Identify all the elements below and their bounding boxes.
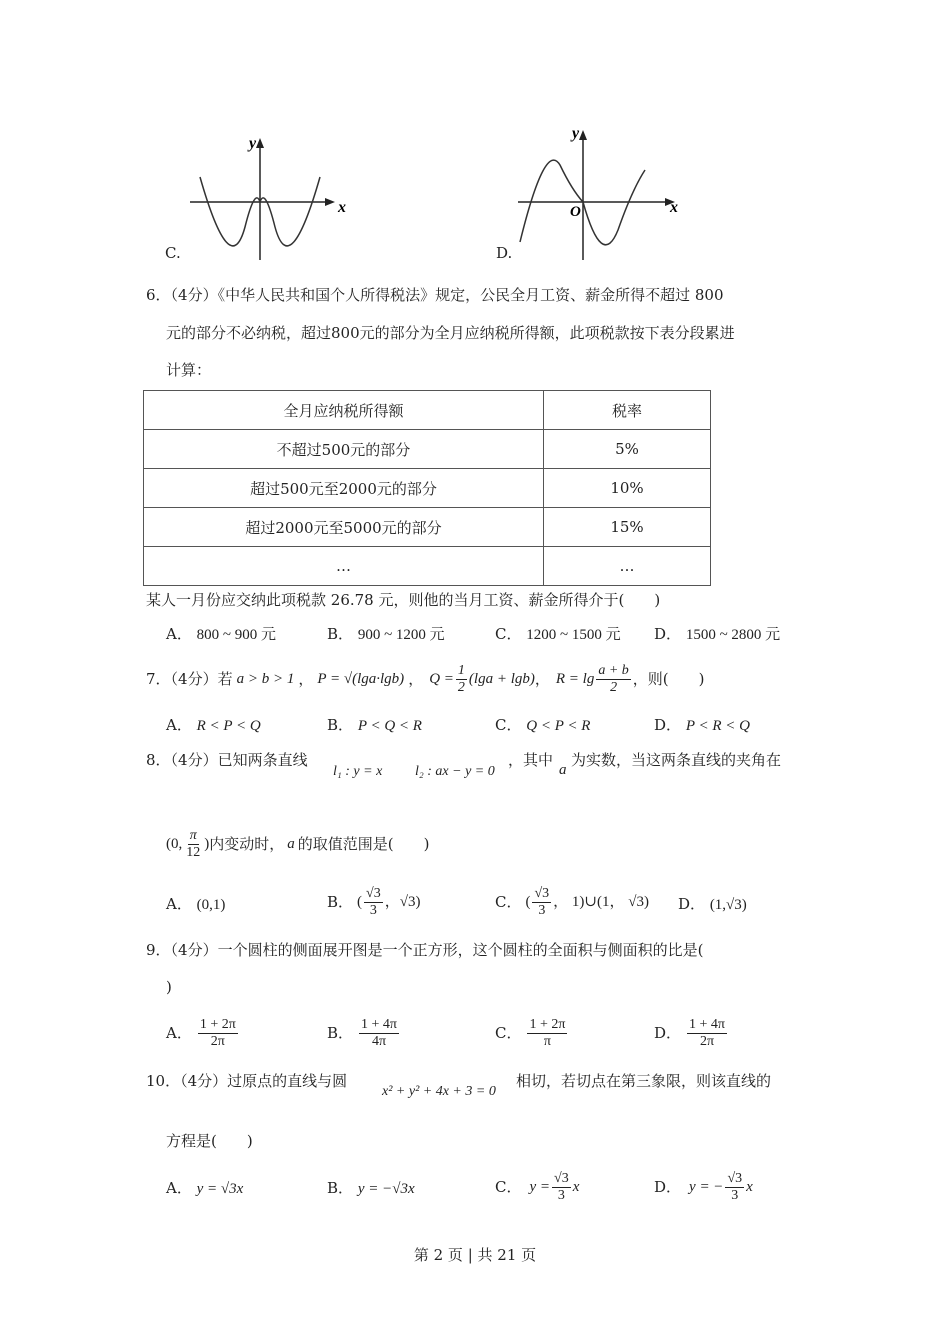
option-fraction — [552, 1171, 571, 1204]
q8-option-d[interactable] — [678, 894, 747, 915]
q10-end: 相切，若切点在第三象限，则该直线的 — [516, 1072, 772, 1090]
option-label: A． — [166, 1024, 192, 1042]
graph-c-y-label: y — [249, 135, 257, 152]
option-label: A． — [166, 625, 192, 643]
option-fraction — [527, 1017, 567, 1050]
fraction-numerator: √3 — [554, 1170, 569, 1186]
table-cell: 超过2000元至5000元的部分 — [144, 508, 544, 547]
q9-option-b[interactable] — [327, 1012, 401, 1054]
option-fraction — [687, 1017, 727, 1050]
table-header-cell: 全月应纳税所得额 — [144, 391, 544, 430]
q6-option-d[interactable] — [654, 624, 780, 645]
q8-option-b[interactable] — [327, 882, 420, 922]
table-cell: 不超过500元的部分 — [144, 430, 544, 469]
q7-option-a[interactable] — [166, 715, 261, 736]
q10-option-d[interactable] — [654, 1166, 753, 1208]
graph-c — [185, 132, 345, 262]
fraction-denominator: 2π — [210, 1033, 225, 1049]
q10-option-c[interactable] — [495, 1166, 579, 1208]
option-label: D． — [654, 716, 682, 734]
option-text: R < P < Q — [196, 718, 261, 734]
option-label: D． — [678, 895, 706, 913]
option-label: B． — [327, 625, 354, 643]
q6-option-a[interactable] — [166, 624, 276, 645]
option-pre: y = — [529, 1179, 551, 1195]
option-label: A． — [166, 1179, 192, 1197]
table-cell: … — [144, 547, 544, 586]
q6-after: 某人一月份应交纳此项税款 26.78 元，则他的当月工资、薪金所得介于( ) — [146, 591, 661, 609]
fraction-numerator: 1 + 4π — [361, 1016, 397, 1032]
q8-line2-end: 的取值范围是( ) — [297, 835, 430, 853]
q6-line1: 6．（4分）《中华人民共和国个人所得税法》规定，公民全月工资、薪金所得不超过 800 — [146, 286, 724, 304]
fraction-numerator: √3 — [366, 885, 381, 901]
q10-equation: x² + y² + 4x + 3 = 0 — [382, 1084, 496, 1099]
fraction-denominator: 2π — [699, 1033, 715, 1049]
graph-d-label: D. — [496, 244, 513, 262]
tax-table — [143, 390, 711, 586]
q7-option-c[interactable] — [495, 715, 590, 736]
option-label: C． — [495, 1178, 522, 1196]
option-label: D． — [654, 1178, 682, 1196]
option-label: C． — [495, 716, 522, 734]
fraction-numerator: √3 — [727, 1170, 743, 1186]
option-label: B． — [327, 1179, 354, 1197]
q10-line2: 方程是( ) — [166, 1132, 253, 1150]
q9-option-a[interactable] — [166, 1012, 240, 1054]
graph-c-x-label: x — [338, 199, 346, 216]
q7-stem: 7．（4分）若 a > b > 1 ， P = √(lga·lgb) ， Q = $\frac{1}{2}$ (lga + lgb) ， R = lg $\frac{a + b}{2}$ ，则( ) — [146, 662, 705, 695]
table-row — [144, 508, 711, 547]
q8-range-fraction — [184, 828, 202, 861]
table-header-row — [144, 391, 711, 430]
q9-line2: ) — [166, 978, 172, 996]
q8-end: 为实数，当这两条直线的夹角在 — [571, 751, 782, 769]
option-fraction — [725, 1171, 744, 1204]
fraction-denominator: 2 — [610, 679, 618, 695]
table-header-cell: 税率 — [544, 391, 711, 430]
option-text: Q < P < R — [526, 718, 591, 734]
q8-range-pre: (0, — [166, 836, 183, 852]
option-pre: ( — [525, 894, 531, 910]
option-label: A． — [166, 716, 192, 734]
q8-range-post: ) — [204, 836, 210, 852]
option-label: C． — [495, 625, 522, 643]
option-text: (1,√3) — [709, 897, 747, 913]
option-label: D． — [654, 625, 682, 643]
page-footer: 第 2 页 | 共 21 页 — [413, 1246, 537, 1264]
q8-a2: a — [287, 836, 295, 852]
fraction-numerator: 1 + 2π — [199, 1016, 236, 1032]
fraction-denominator: 3 — [731, 1187, 739, 1203]
graph-d — [510, 120, 690, 265]
q7-q-fraction — [456, 663, 467, 696]
option-text: P < R < Q — [685, 718, 750, 734]
table-cell: 超过500元至2000元的部分 — [144, 469, 544, 508]
option-label: B． — [327, 893, 354, 911]
q8-line2 — [166, 826, 429, 862]
table-cell: 10% — [544, 469, 711, 508]
table-cell: 15% — [544, 508, 711, 547]
q8-l1: l₁ : y = x — [333, 764, 383, 779]
q7-r-fraction — [596, 663, 630, 696]
q8-a: a — [559, 762, 567, 778]
q7-q-post: (lga + lgb) — [468, 671, 535, 687]
option-post: ， 1)∪(1， √3) — [553, 894, 649, 910]
fraction-denominator: π — [543, 1033, 551, 1049]
option-label: C． — [495, 893, 522, 911]
option-label: B． — [327, 716, 354, 734]
q9-option-c[interactable] — [495, 1012, 569, 1054]
option-pre: y = − — [689, 1179, 724, 1195]
option-text: 1500 ~ 2800 元 — [685, 627, 781, 643]
fraction-numerator: π — [189, 827, 197, 843]
option-fraction — [364, 886, 383, 919]
q10-option-b[interactable] — [327, 1178, 415, 1199]
fraction-numerator: 1 + 2π — [529, 1016, 566, 1032]
table-row — [144, 469, 711, 508]
option-text: 900 ~ 1200 元 — [357, 627, 445, 643]
q6-option-b[interactable] — [327, 624, 445, 645]
q7-option-b[interactable] — [327, 715, 422, 736]
option-fraction — [532, 886, 551, 919]
graph-d-x-label: x — [670, 199, 678, 216]
fraction-numerator: √3 — [534, 885, 550, 901]
option-pre: ( — [357, 894, 363, 910]
graph-d-y-label: y — [572, 125, 580, 142]
table-cell: … — [544, 547, 711, 586]
q7-suffix: ，则( ) — [632, 670, 705, 688]
q10-option-a[interactable] — [166, 1178, 243, 1199]
q9-option-d[interactable] — [654, 1012, 729, 1054]
option-label: A． — [166, 895, 192, 913]
q7-q-pre: Q = — [429, 671, 454, 687]
option-label: D． — [654, 1024, 682, 1042]
option-text: 800 ~ 900 元 — [196, 627, 276, 643]
fraction-numerator: a + b — [598, 662, 629, 678]
fraction-denominator: 3 — [557, 1187, 565, 1203]
option-text: 1200 ~ 1500 元 — [526, 627, 621, 643]
option-fraction — [359, 1017, 399, 1050]
q9-line1: 9．（4分）一个圆柱的侧面展开图是一个正方形，这个圆柱的全面积与侧面积的比是( — [146, 941, 704, 959]
q7-prefix: 7．（4分）若 — [146, 670, 233, 688]
fraction-denominator: 4π — [371, 1033, 387, 1049]
table-cell: 5% — [544, 430, 711, 469]
graph-c-label: C. — [165, 244, 181, 262]
option-label: C． — [495, 1024, 522, 1042]
q8-option-a[interactable] — [166, 894, 225, 915]
q10-prefix: 10．（4分）过原点的直线与圆 — [146, 1072, 348, 1090]
q8-prefix: 8．（4分）已知两条直线 — [146, 751, 308, 769]
option-post: x — [746, 1179, 753, 1195]
option-label: B． — [327, 1024, 354, 1042]
q8-l2: l₂ : ax − y = 0 — [415, 764, 495, 779]
fraction-denominator: 12 — [186, 844, 201, 860]
option-text: y = −√3x — [357, 1181, 415, 1197]
q7-p: P = √(lga·lgb) — [317, 671, 405, 687]
table-row — [144, 547, 711, 586]
option-text: (0,1) — [196, 897, 226, 913]
table-row — [144, 430, 711, 469]
option-post: ，√3) — [384, 894, 421, 910]
q7-r-pre: R = lg — [555, 671, 595, 687]
fraction-denominator: 3 — [369, 902, 377, 918]
option-text: y = √3x — [196, 1181, 244, 1197]
fraction-numerator: 1 + 4π — [689, 1016, 725, 1032]
q6-option-c[interactable] — [495, 624, 621, 645]
q6-line2: 元的部分不必纳税，超过800元的部分为全月应纳税所得额，此项税款按下表分段累进 — [166, 324, 735, 342]
q7-condition: a > b > 1 — [236, 671, 295, 687]
q6-line3: 计算： — [166, 361, 212, 379]
option-post: x — [572, 1179, 580, 1195]
graph-d-origin-label: O — [570, 204, 581, 220]
q8-line2-text: 内变动时， — [209, 835, 285, 853]
q8-option-c[interactable] — [495, 882, 649, 922]
q8-mid: ，其中 — [508, 751, 554, 769]
fraction-numerator: 1 — [457, 662, 465, 678]
option-fraction — [198, 1017, 238, 1050]
q7-option-d[interactable] — [654, 715, 750, 736]
fraction-denominator: 3 — [538, 902, 546, 918]
fraction-denominator: 2 — [457, 679, 465, 695]
option-text: P < Q < R — [357, 718, 422, 734]
